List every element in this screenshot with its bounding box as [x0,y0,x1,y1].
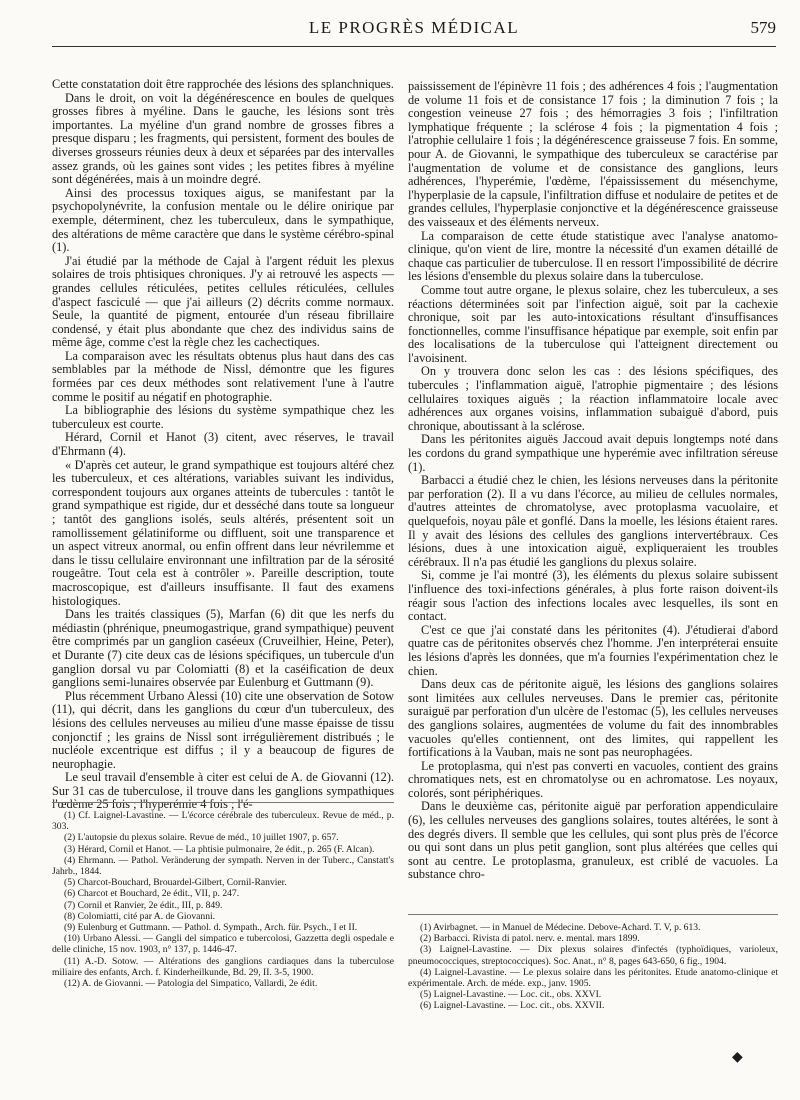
paragraph: Le seul travail d'ensemble à citer est celui de A. de Giovanni (12). Sur 31 cas de tuberculose, il trouve dans les ganglions sympathiques l'œdème 25 fois ; l'hyperémie 4 fois ; l'é- [52,770,394,812]
footnote: (2) L'autopsie du plexus solaire. Revue de méd., 10 juillet 1907, p. 657. [64,832,339,844]
footnote: (1) Cf. Laignel-Lavastine. — L'écorce cérébrale des tuberculeux. Revue de méd., p. 303. [52,810,394,833]
fleuron-ornament: ◆ [732,1050,743,1065]
footnote: (4) Laignel-Lavastine. — Le plexus solaire dans les péritonites. Etude anatomo-clinique et expérimentale. Arch. de méde. exp., janv. 1905. [408,966,778,990]
paragraph: Dans le deuxième cas, péritonite aiguë par perforation appendiculaire (6), les cellules nerveuses des ganglions solaires, toutes altérées, le sont à des degrés divers. Il semble que les cellules, qui sont plus près de l'écorce ou qui sont dans un plus petit ganglion, sont plus altérées que celles qui sont au centre. Le protoplasma, granuleux, est criblé de vacuoles. La substance chro- [408,799,778,882]
footnote: (9) Eulenburg et Guttmann. — Pathol. d. Sympath., Arch. für. Psych., I et II. [64,922,358,934]
footnote: (2) Barbacci. Rivista di patol. nerv. e. mental. mars 1899. [420,933,640,945]
running-title: LE PROGRÈS MÉDICAL [308,18,520,37]
paragraph: La comparaison de cette étude statistique avec l'analyse anatomo-clinique, qu'on vient de lire, montre la nécessité d'un examen détaillé de chaque cas particulier de tuberculose. Il en ressort l'impossibilité de décrire les lésions d'ensemble du plexus solaire dans la tuberculose. [408,228,778,284]
footnote: (5) Charcot-Bouchard, Brouardel-Gilbert, Cornil-Ranvier. [64,877,287,889]
paragraph: C'est ce que j'ai constaté dans les péritonites (4). J'étudierai d'abord quatre cas de péritonites observés chez l'homme. J'en interpréterai ensuite les lésions d'après les données, que m'a fournies l'expérimentation chez le chien. [408,622,778,678]
footnote: (8) Colomiatti, cité par A. de Giovanni. [64,910,216,922]
paragraph: Cette constatation doit être rapprochée des lésions des splanchniques. [52,77,394,91]
paragraph: Hérard, Cornil et Hanot (3) citent, avec réserves, le travail d'Ehrmann (4). [52,430,394,459]
footnote: (11) A.-D. Sotow. — Altérations des ganglions cardiaques dans la tuberculose miliaire des enfants, Arch. f. Kinderheilkunde, Bd. 29, II. 3-5, 1900. [52,955,394,978]
right-column [408,80,778,882]
footnote: (6) Laignel-Lavastine. — Loc. cit., obs. XXVII. [420,1000,605,1012]
paragraph: La bibliographie des lésions du système sympathique chez les tuberculeux est courte. [52,403,394,431]
footnote: (12) A. de Giovanni. — Patologia del Simpatico, Vallardi, 2e édit. [64,978,318,990]
footnote: (3) Laignel-Lavastine. — Dix plexus solaires d'infectés (typhoïdiques, varioleux, pneumococciques, streptococciques). Soc. Anat., n° 8, pages 643-650, 6 fig., 1904. [408,944,778,967]
paragraph: « D'après cet auteur, le grand sympathique est toujours altéré chez les tuberculeux, et ces altérations, variables suivant les individus, correspondent toujours aux organes atteints de tubercules : tantôt le grand sympathique est rigide, dur et desséché dans toute sa longueur ; tantôt des ganglions isolés, seuls altérés, présentent soit un ramollissement gélatiniforme ou diffluent, soit une transparence et un aspect vitreux anormal, ou enfin offrent dans leur névrilemme et dans le tissu cellulaire environnant une infiltration par de la sérosité rougeâtre. Tout cela est à contrôler ». Pareille description, toute macroscopique, est d'ailleurs insuffisante. Il faut des examens histologiques. [52,457,394,608]
paragraph: Dans les péritonites aiguës Jaccoud avait depuis longtemps noté dans les cordons du grand sympathique une hyperémie avec infiltration séreuse (1). [408,432,778,474]
paragraph: Si, comme je l'ai montré (3), les éléments du plexus solaire subissent l'influence des toxi-infections générales, à plus forte raison doivent-ils réagir sous l'action des infections locales avec lesquelles, ils sont en contact. [408,568,778,624]
paragraph: Comme tout autre organe, le plexus solaire, chez les tuberculeux, a ses réactions déterminées soit par l'infection aiguë, soit par la cachexie chronique, soit par les auto-intoxications résultant d'insuffisances fonctionnelles, comme l'insuffisance hépatique par exemple, soit enfin par des localisations de la tuberculose qui l'atteignent directement ou l'avoisinent. [408,282,778,365]
right-footnotes [408,922,778,1012]
paragraph: Le protoplasma, qui n'est pas converti en vacuoles, contient des grains chromatiques nets, est en chromatolyse ou en achromatose. Les noyaux, colorés, sont périphériques. [408,758,778,800]
paragraph: J'ai étudié par la méthode de Cajal à l'argent réduit les plexus solaires de trois phtisiques chroniques. J'y ai retrouvé les aspects — grandes cellules réticulées, petites cellules réticulées, cellules d'aspect fasciculé — que j'ai ailleurs (2) décrits comme normaux. Seule, la quantité de pigment, entourée d'un réseau fibrillaire condensé, y était plus abondante que chez des individus sains de même âge, comme c'est la règle chez les cachectiques. [52,253,394,350]
footnote: (7) Cornil et Ranvier, 2e édit., III, p. 849. [64,899,223,911]
left-column [52,78,394,812]
paragraph: Barbacci a étudié chez le chien, les lésions nerveuses dans la péritonite par perforation (2). Il a vu dans l'écorce, au milieu de cellules normales, d'autres atteintes de chromatolyse, avec protoplasma vacuolaire, et quelquefois, noyau pâle et gonflé. Dans la moelle, les lésions étaient rares. Il y avait des lésions des cellules des ganglions intervertébraux. Ces lésions, dues à une intoxication aiguë, expliqueraient les troubles cérébraux. Il n'a pas étudié les ganglions du plexus solaire. [408,473,778,569]
footnote: (5) Laignel-Lavastine. — Loc. cit., obs. XXVI. [420,989,602,1001]
footnote-divider [408,914,778,915]
paragraph: Plus récemment Urbano Alessi (10) cite une observation de Sotow (11), qui décrit, dans les ganglions du cœur d'un tuberculeux, des lésions des cellules nerveuses au milieu d'une masse épaisse de tissu conjonctif ; les grains de Nissl sont irrégulièrement distribués ; le nucléole excentrique est diffus ; il y a beaucoup de figures de neurophagie. [52,688,394,771]
paragraph: paississement de l'épinèvre 11 fois ; des adhérences 4 fois ; l'augmentation de volume 11 fois et de consistance 17 fois ; la diminution 7 fois ; la congestion veineuse 27 fois ; des hémorragies 3 fois ; l'infiltration lymphatique fréquente ; la sclérose 4 fois ; la pigmentation 4 fois ; l'atrophie cellulaire 1 fois ; la dégénérescence graisseuse 7 fois. En somme, pour A. de Giovanni, le sympathique des tuberculeux se caractérise par l'augmentation de volume et de consistance des ganglions, leurs adhérences, l'hyperémie, l'œdème, l'épaississement du mésenchyme, l'hyperplasie de la capsule, l'infiltration diffuse et nodulaire de petites et de grandes cellules, l'hyperplasie conjonctive et la dégénérescence graisseuse des vaisseaux et des éléments nerveux. [408,79,778,229]
paragraph: Ainsi des processus toxiques aigus, se manifestant par la psychopolynévrite, la confusion mentale ou le délire onirique par exemple, déterminent, chez les tuberculeux, dans le sympathique, des altérations de même caractère que dans le système cérébro-spinal (1). [52,185,394,255]
paragraph: Dans le droit, on voit la dégénérescence en boules de quelques grosses fibres à myéline. Dans le gauche, les lésions sont très importantes. La myéline d'un grand nombre de grosses fibres a presque disparu ; les fragments, qui persistent, forment des boules de diverses grosseurs réunies deux à deux et séparées par des intervalles assez grands, où les gaines sont vides ; les petites fibres à myéline sont dégénérées, mais à un moindre degré. [52,90,394,187]
footnote: (6) Charcot et Bouchard, 2e édit., VII, p. 247. [64,888,240,900]
paragraph: On y trouvera donc selon les cas : des lésions spécifiques, des tubercules ; l'inflammation aiguë, l'atrophie pigmentaire ; des lésions cellulaires toxiques aiguës ; la réaction inflammatoire locale avec adhérences aux organes voisins, inflammation subaiguë d'abord, puis chronique, aboutissant à la sclérose. [408,364,778,433]
footnote: (3) Hérard, Cornil et Hanot. — La phtisie pulmonaire, 2e édit., p. 265 (F. Alcan). [64,843,375,855]
footnote: (1) Avirbagnet. — in Manuel de Médecine. Debove-Achard. T. V, p. 613. [420,922,701,933]
footnote: (10) Urbano Alessi. — Gangli del simpatico e tubercolosi, Gazzetta degli ospedale e delle cliniche, 15 nov. 1903, n° 137, p. 1446-47. [52,933,394,956]
footnote-divider [52,802,394,803]
paragraph: Dans deux cas de péritonite aiguë, les lésions des ganglions solaires sont limitées aux cellules nerveuses. Dans le premier cas, péritonite suraiguë par perforation d'un ulcère de l'estomac (5), les cellules nerveuses des ganglions solaires, augmentées de volume du fait des innombrables vacuoles qu'elles contiennent, ont des limites, qui rappellent les fortifications à la Vauban, mais ne sont pas neurophagées. [408,677,778,760]
page-header [52,16,776,47]
paragraph: Dans les traités classiques (5), Marfan (6) dit que les nerfs du médiastin (phrénique, pneumogastrique, grand sympathique) peuvent être comprimés par un ganglion caséeux (Cruveilhier, Heine, Peter), et Durante (7) cite deux cas de lésions spécifiques, un tubercule d'un ganglion dorsal vu par Colomiatti (8) et la caséification de deux ganglions semi-lunaires observée par Eulenburg et Guttmann (9). [52,607,394,690]
page-number: 579 [750,18,776,37]
footnote: (4) Ehrmann. — Pathol. Veränderung der sympath. Nerven in der Tuberc., Canstatt's Jahrb., 1844. [52,854,394,878]
left-footnotes [52,810,394,989]
paragraph: La comparaison avec les résultats obtenus plus haut dans des cas semblables par la méthode de Nissl, démontre que les figures formées par ces deux méthodes sont relativement l'une à l'autre comme le positif au négatif en photographie. [52,348,394,404]
